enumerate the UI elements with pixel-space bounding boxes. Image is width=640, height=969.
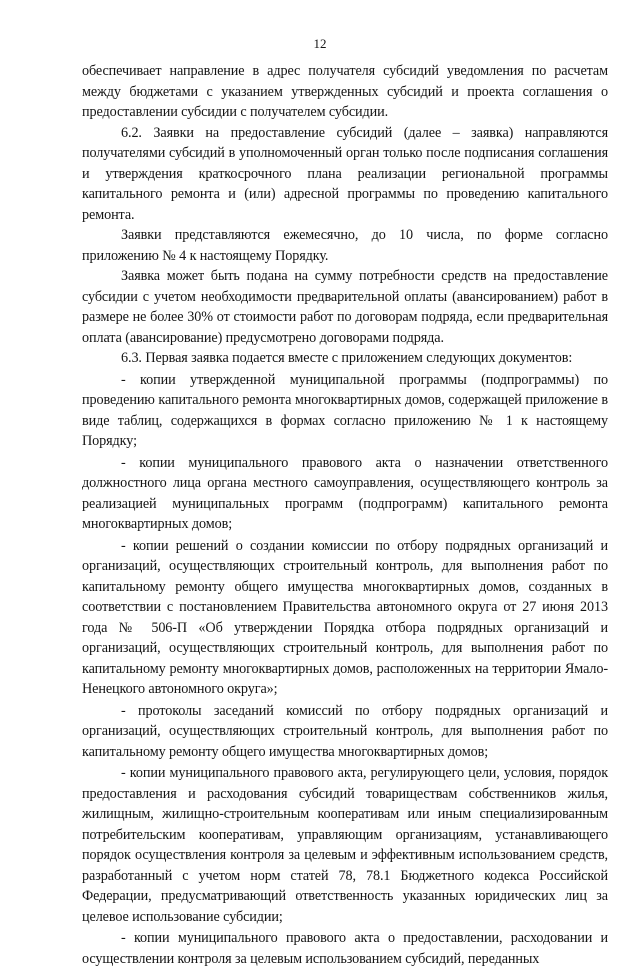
paragraph-6-2: 6.2. Заявки на предоставление субсидий (далее – заявка) направляются получателями субсидий в уполномоченный орган только после подписания соглашения и утверждения краткосрочного плана реализации региональной программы капитального ремонта и (или) адресной программы по проведению капитального ремонта. bbox=[82, 124, 608, 223]
page-number: 12 bbox=[313, 36, 327, 51]
list-item-commission-decisions: - копии решений о создании комиссии по отбору подрядных организаций и организаций, осуществляющих строительный контроль, для выполнения работ по капитальному ремонту общего имущества многоквартирных домов, созданных в соответствии с постановлением Правительства автономного округа от 27 июня 2013 года № 506-П «Об утверждении Порядка отбора подрядных организаций и организаций, осуществляющих строительный контроль, для выполнения работ по капитальному ремонту многоквартирных домов, расположенных на территории Ямало-Ненецкого автономного округа»; bbox=[82, 537, 608, 697]
paragraph-prepayment: Заявка может быть подана на сумму потребности средств на предоставление субсидии с учетом необходимости предварительной оплаты (авансированием) работ в размере не более 30% от стоимости работ по договорам подряда, если предварительная оплата (авансирование) предусмотрено договорами подряда. bbox=[82, 268, 608, 346]
paragraph-continuation: обеспечивает направление в адрес получателя субсидий уведомления по расчетам между бюджетами с указанием утвержденных субсидий и проекта соглашения о предоставлении субсидии с получателем субсидии. bbox=[82, 63, 608, 120]
document-body bbox=[82, 61, 608, 969]
list-item-program-copy: - копии утвержденной муниципальной программы (подпрограммы) по проведению капитального ремонта многоквартирных домов, содержащей приложение в виде таблиц, содержащихся в формах согласно приложению № 1 к настоящему Порядку; bbox=[82, 371, 608, 449]
paragraph-6-3: 6.3. Первая заявка подается вместе с приложением следующих документов: bbox=[121, 350, 573, 366]
list-item-subsidy-regulation: - копии муниципального правового акта, регулирующего цели, условия, порядок предоставления и расходования субсидий товариществам собственников жилья, жилищным, жилищно-строительным кооперативам или иным специализированным потребительским кооперативам, управляющим организациям, устанавливающего порядок осуществления контроля за целевым и эффективным использованием средств, разработанный с учетом норм статей 78, 78.1 Бюджетного кодекса Российской Федерации, предусматривающий ответственность указанных юридических лиц за целевое использование субсидии; bbox=[82, 765, 608, 925]
list-item-subsidy-control: - копии муниципального правового акта о предоставлении, расходовании и осуществлении контроля за целевым использованием субсидий, переданных bbox=[82, 930, 608, 967]
paragraph-monthly-applications: Заявки представляются ежемесячно, до 10 числа, по форме согласно приложению № 4 к настоящему Порядку. bbox=[82, 227, 608, 264]
list-item-official-appointment: - копии муниципального правового акта о назначении ответственного должностного лица органа местного самоуправления, осуществляющего контроль за реализацией муниципальных программ (подпрограмм) капитального ремонта многоквартирных домов; bbox=[82, 454, 608, 532]
list-item-commission-protocols: - протоколы заседаний комиссий по отбору подрядных организаций и организаций, осуществляющих строительный контроль, для выполнения работ по капитальному ремонту общего имущества многоквартирных домов; bbox=[82, 702, 608, 760]
